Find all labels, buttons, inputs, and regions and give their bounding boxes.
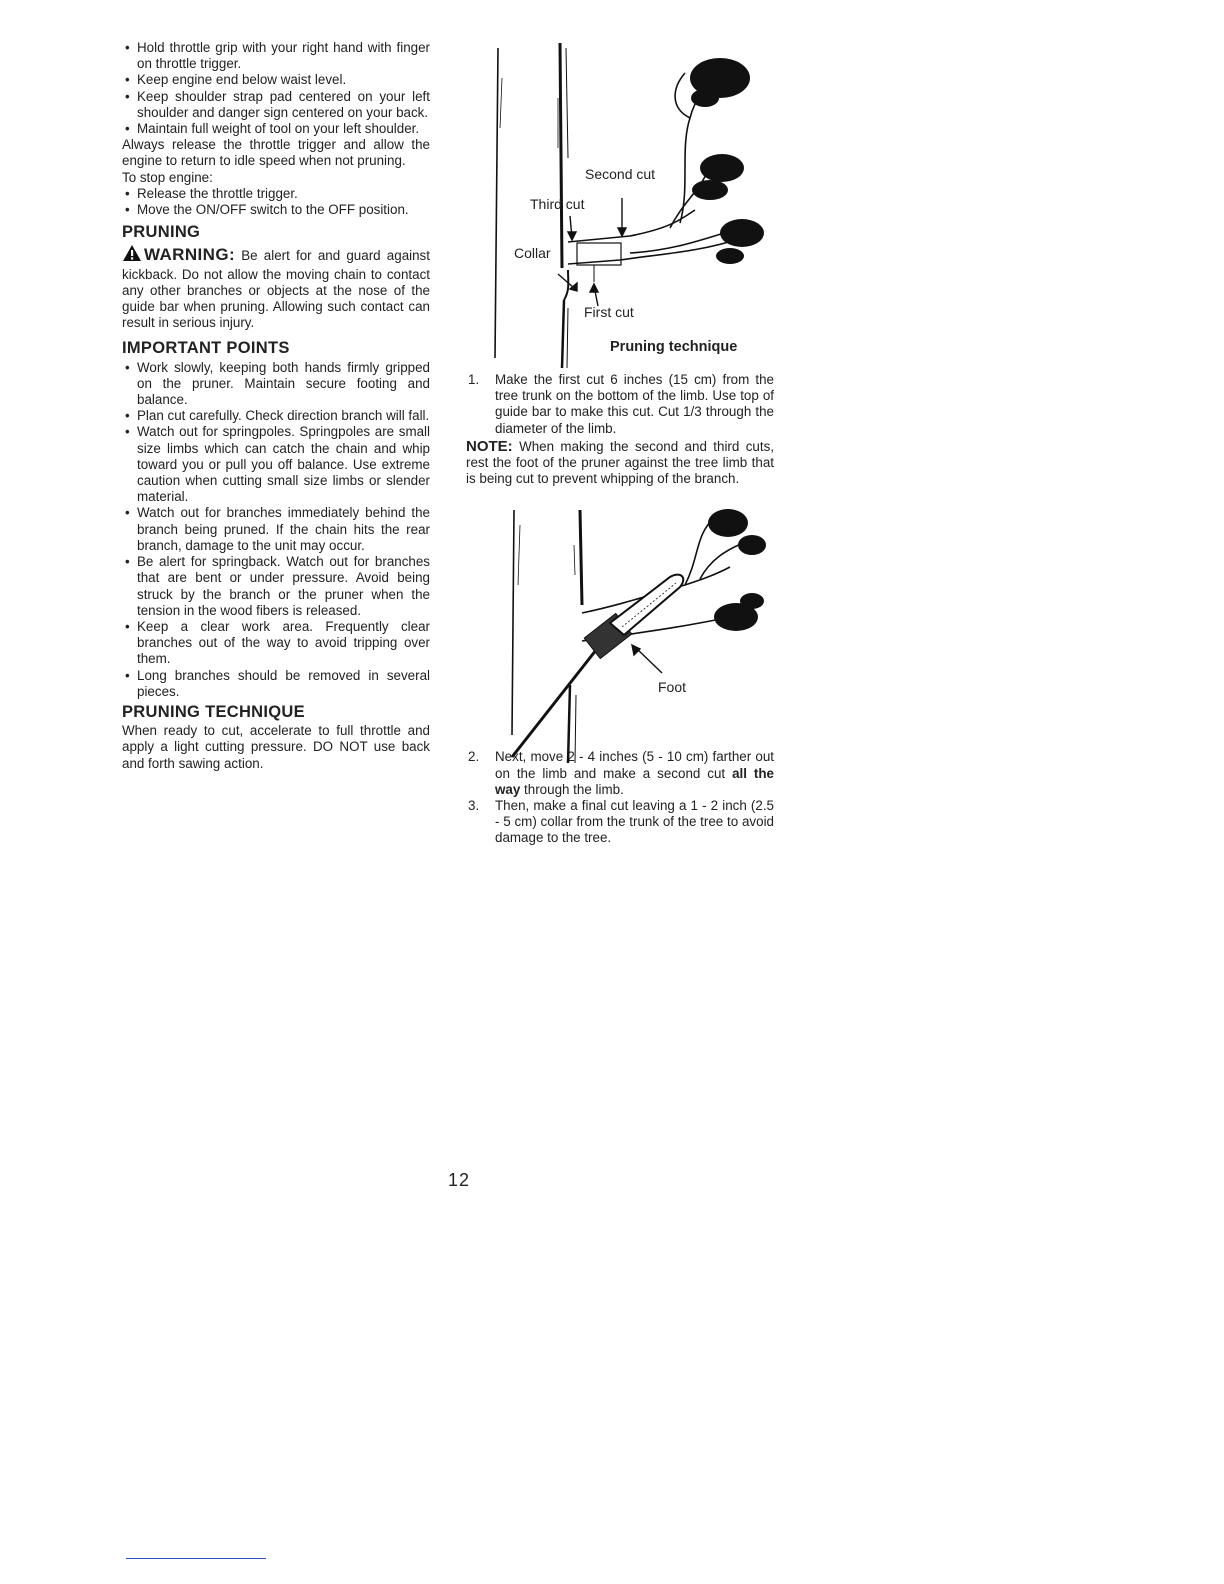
list-item: • Hold throttle grip with your right hand with finger on throttle trigger. xyxy=(122,40,430,72)
steps-list-part1 xyxy=(466,372,774,437)
pruning-heading: PRUNING xyxy=(122,223,201,242)
list-item: • Release the throttle trigger. xyxy=(122,186,430,202)
list-item: • Keep engine end below waist level. xyxy=(122,72,430,88)
note-paragraph xyxy=(466,439,774,488)
list-item: • Keep a clear work area. Frequently clear branches out of the way to avoid tripping over them. xyxy=(122,619,430,668)
figure-caption: Pruning technique xyxy=(610,339,738,355)
list-item: • Watch out for branches immediately behind the branch being pruned. If the chain hits the rear branch, damage to the unit may occur. xyxy=(122,505,430,554)
step-text: Next, move 2 - 4 inches (5 - 10 cm) farther out on the limb and make a second cut xyxy=(495,749,774,781)
warning-paragraph xyxy=(122,244,430,331)
note-text: When making the second and third cuts, rest the foot of the pruner against the tree limb that is being cut to prevent whipping of the branch. xyxy=(466,438,774,487)
stop-engine-intro: To stop engine: xyxy=(122,169,213,185)
pruning-technique-text: When ready to cut, accelerate to full throttle and apply a light cutting pressure. DO NOT use back and forth sawing action. xyxy=(122,723,430,771)
step-text: Then, make a final cut leaving a 1 - 2 inch (2.5 - 5 cm) collar from the trunk of the tree to avoid damage to the tree. xyxy=(495,798,774,846)
step-number: 3. xyxy=(468,798,480,814)
step-text: through the limb. xyxy=(524,781,624,797)
step-number: 2. xyxy=(468,749,480,765)
page-number: 12 xyxy=(448,1170,471,1190)
warning-triangle-icon xyxy=(122,244,142,266)
list-item: • Keep shoulder strap pad centered on your left shoulder and danger sign centered on your back. xyxy=(122,89,430,121)
list-item: • Be alert for springback. Watch out for branches that are bent or under pressure. Avoid being struck by the branch or the pruner when the tension in the wood fibers is released. xyxy=(122,554,430,619)
list-item xyxy=(466,798,774,847)
important-points-heading: IMPORTANT POINTS xyxy=(122,339,290,358)
step-number: 1. xyxy=(468,372,480,387)
step-text-emphasis: all the way xyxy=(495,765,774,797)
idle-paragraph: Always release the throttle trigger and allow the engine to return to idle speed when not pruning. xyxy=(122,137,430,169)
left-column xyxy=(122,40,430,772)
tree-trunk-illustration xyxy=(512,510,582,763)
foot-label: Foot xyxy=(658,679,687,695)
foliage-illustration xyxy=(708,509,766,631)
stop-engine-bullets xyxy=(122,186,430,218)
operating-bullets xyxy=(122,40,430,137)
list-item: • Move the ON/OFF switch to the OFF position. xyxy=(122,202,430,218)
list-item: • Long branches should be removed in several pieces. xyxy=(122,668,430,700)
third-cut-label: Third cut xyxy=(530,196,585,212)
note-label: NOTE: xyxy=(466,437,513,455)
list-item: • Watch out for springpoles. Springpoles are small size limbs which can catch the chain and whip toward you or pull you off balance. Use extreme caution when cutting small size limbs or slender material. xyxy=(122,424,430,505)
first-cut-label: First cut xyxy=(584,304,634,320)
important-points-list xyxy=(122,360,430,700)
pruner-foot-figure xyxy=(500,505,780,767)
list-item: • Work slowly, keeping both hands firmly gripped on the pruner. Maintain secure footing and balance. xyxy=(122,360,430,409)
warning-text: Be alert for and guard against kickback. Do not allow the moving chain to contact any other branches or objects at the nose of the guide bar when pruning. Allowing such contact can result in serious injury. xyxy=(122,248,430,331)
list-item: • Plan cut carefully. Check direction branch will fall. xyxy=(122,408,430,424)
step-text: Make the first cut 6 inches (15 cm) from the tree trunk on the bottom of the limb. Use top of guide bar to make this cut. Cut 1/3 through the diameter of the limb. xyxy=(495,372,774,436)
second-cut-label: Second cut xyxy=(585,166,656,182)
warning-label: WARNING: xyxy=(144,245,236,265)
pruning-technique-figure xyxy=(480,38,780,370)
collar-label: Collar xyxy=(514,245,551,261)
foliage-illustration xyxy=(690,58,764,264)
list-item xyxy=(466,372,774,437)
pruning-technique-heading: PRUNING TECHNIQUE xyxy=(122,702,305,721)
pruner-illustration xyxy=(512,575,683,757)
list-item: • Maintain full weight of tool on your left shoulder. xyxy=(122,121,430,137)
footer-rule xyxy=(126,1558,266,1559)
